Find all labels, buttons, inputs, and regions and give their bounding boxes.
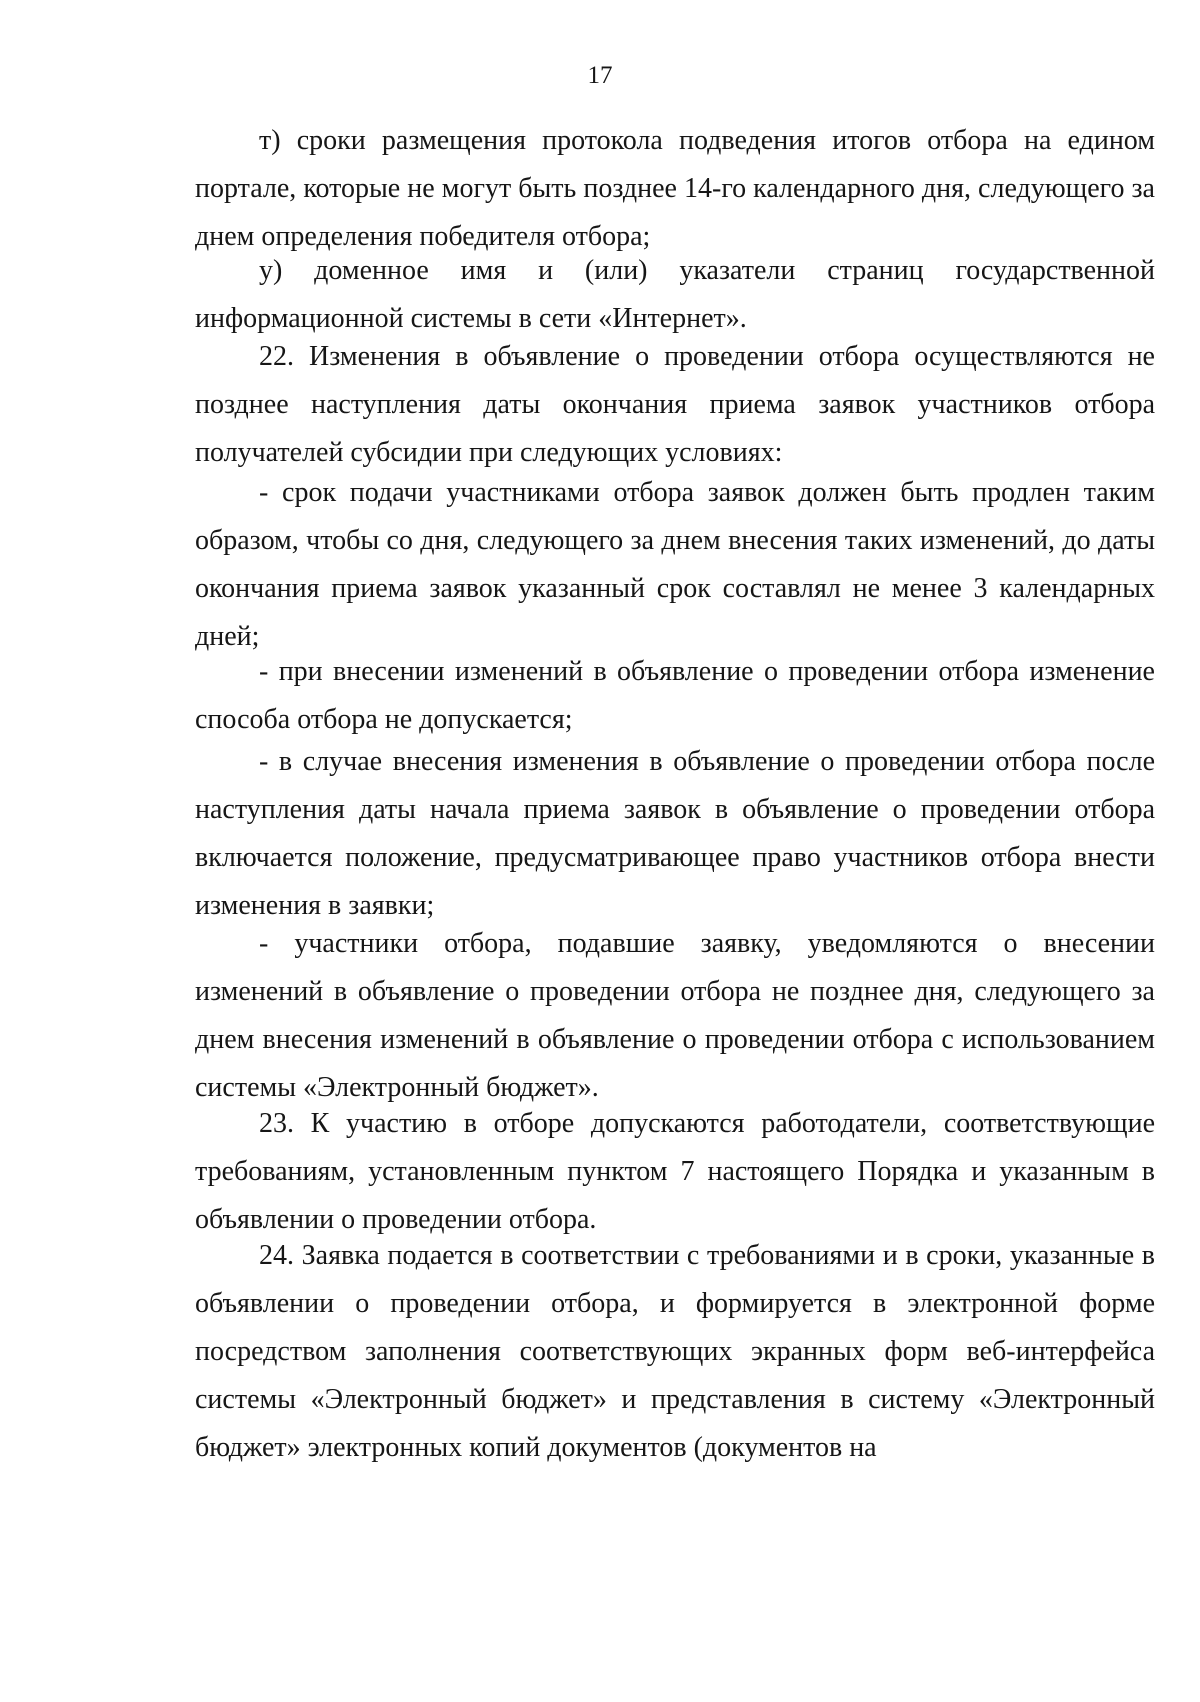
paragraph-24: 24. Заявка подается в соответствии с требованиями и в сроки, указанные в объявлении о проведении отбора, и формируется в электронной форме посредством заполнения соответствующих экранных форм веб-интерфейса системы «Электронный бюджет» и представления в систему «Электронный бюджет» электронных копий документов (документов на bbox=[195, 1240, 1155, 1463]
paragraph-bullet-3: - в случае внесения изменения в объявление о проведении отбора после наступления даты начала приема заявок в объявление о проведении отбора включается положение, предусматривающее право участников отбора внести изменения в заявки; bbox=[195, 746, 1155, 921]
paragraph-bullet-1: - срок подачи участниками отбора заявок должен быть продлен таким образом, чтобы со дня, следующего за днем внесения таких изменений, до даты окончания приема заявок указанный срок составлял не менее 3 календарных дней; bbox=[195, 477, 1155, 652]
page-number: 17 bbox=[587, 62, 613, 89]
paragraph-bullet-4: - участники отбора, подавшие заявку, уведомляются о внесении изменений в объявление о проведении отбора не позднее дня, следующего за днем внесения изменений в объявление о проведении отбора с использованием системы «Электронный бюджет». bbox=[195, 928, 1155, 1103]
paragraph-t: т) сроки размещения протокола подведения итогов отбора на едином портале, которые не могут быть позднее 14-го календарного дня, следующего за днем определения победителя отбора; bbox=[195, 125, 1155, 252]
paragraph-22: 22. Изменения в объявление о проведении отбора осуществляются не позднее наступления даты окончания приема заявок участников отбора получателей субсидии при следующих условиях: bbox=[195, 341, 1155, 468]
paragraph-u: у) доменное имя и (или) указатели страниц государственной информационной системы в сети «Интернет». bbox=[195, 255, 1155, 334]
paragraph-23: 23. К участию в отборе допускаются работодатели, соответствующие требованиям, установленным пунктом 7 настоящего Порядка и указанным в объявлении о проведении отбора. bbox=[195, 1108, 1155, 1235]
paragraph-bullet-2: - при внесении изменений в объявление о проведении отбора изменение способа отбора не допускается; bbox=[195, 656, 1155, 735]
